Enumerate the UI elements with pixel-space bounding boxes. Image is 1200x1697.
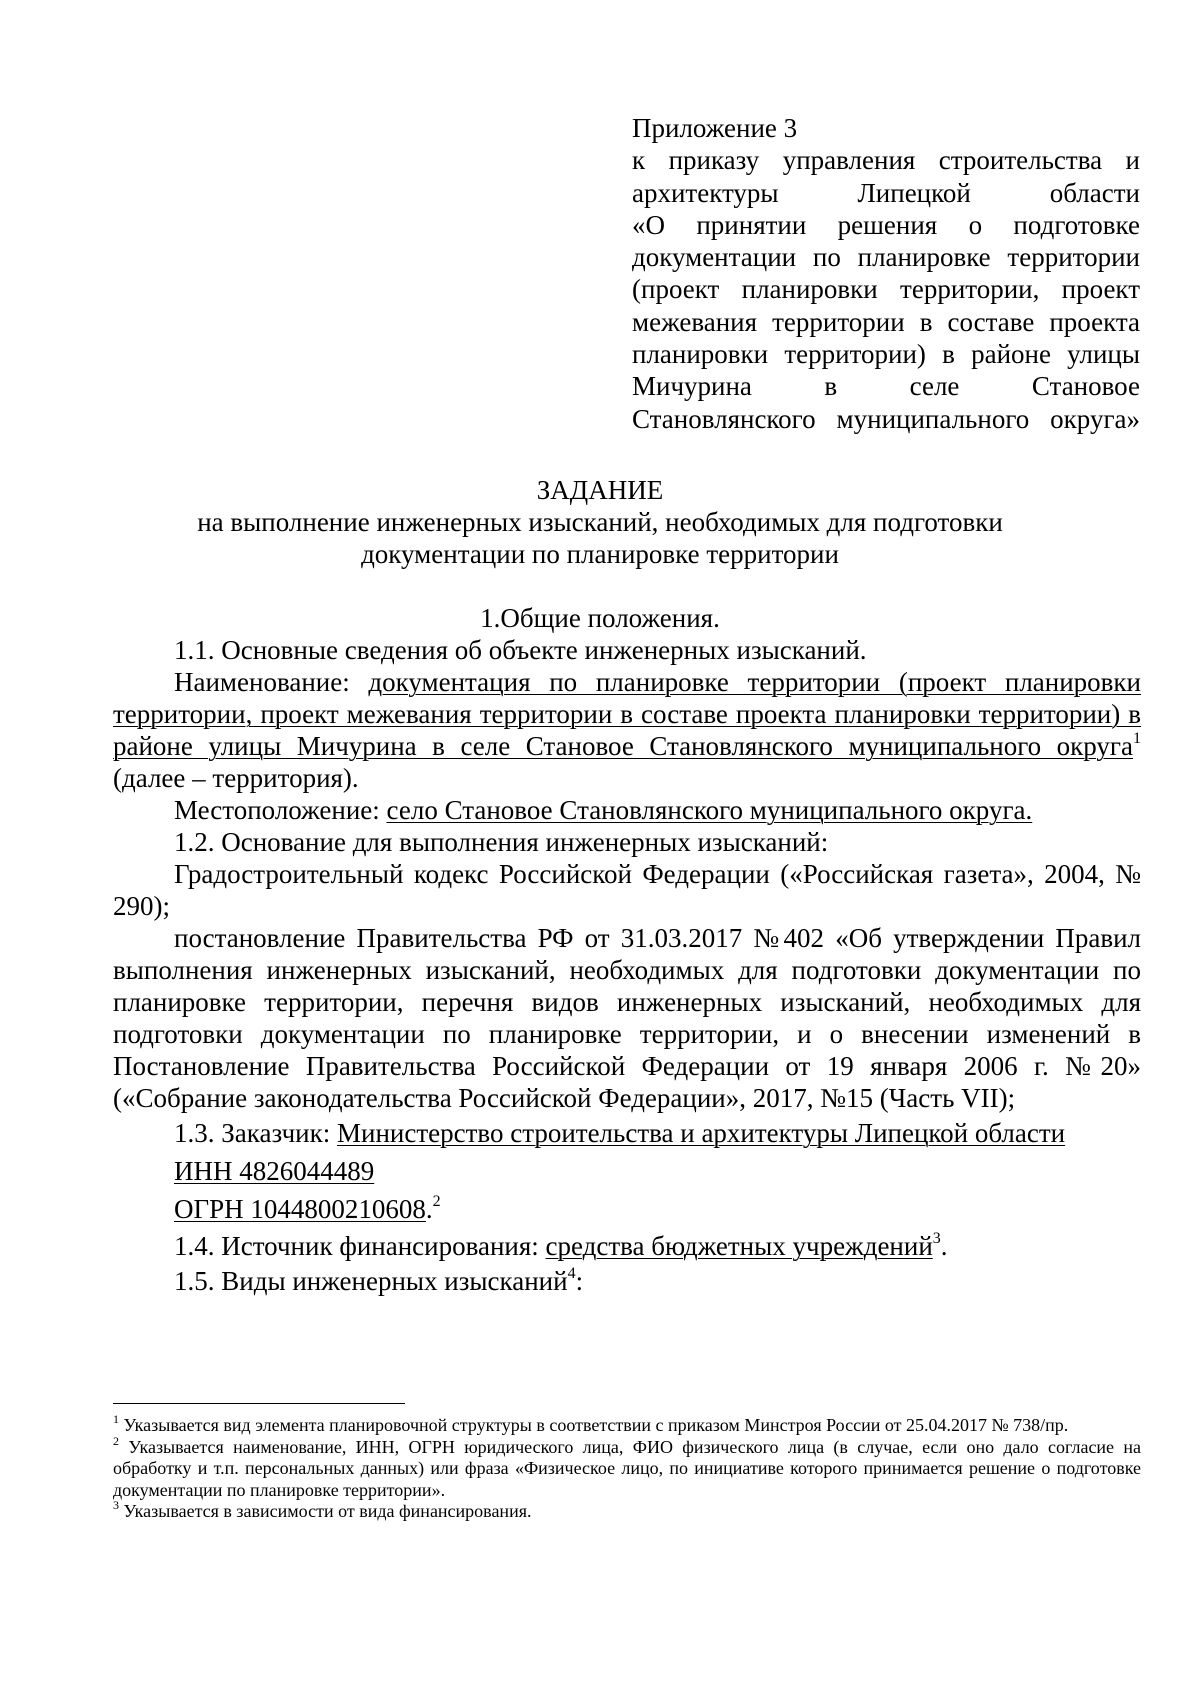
footnote-number: 3 [113, 1498, 119, 1512]
paragraph-name [113, 666, 1141, 794]
inn-value: ИНН 4826044489 [174, 1156, 375, 1186]
footnote-text: Указывается вид элемента планировочной структуры в соответствии с приказом Минстроя России от 25.04.2017 № 738/пр. [119, 1415, 1069, 1435]
annex-line: к приказу управления строительства и [632, 145, 1140, 176]
location-value: село Становое Становлянского муниципального округа. [386, 795, 1033, 825]
document-subtitle: на выполнение инженерных изысканий, необходимых для подготовки [197, 507, 1003, 537]
label: Местоположение: [174, 795, 387, 825]
footnote-number: 1 [113, 1412, 119, 1426]
footnote [113, 1412, 1141, 1437]
paragraph-ogrn [113, 1190, 1141, 1228]
section-heading: 1.Общие положения. [480, 603, 720, 633]
paragraph: Градостроительный кодекс Российской Федерации («Российская газета», 2004, № 290); [113, 859, 1141, 921]
paragraph: 1.1. Основные сведения об объекте инженерных изысканий. [174, 635, 867, 665]
annex-line: межевания территории в составе проекта [632, 306, 1140, 337]
footnote-separator [113, 1403, 405, 1404]
text: (далее – территория). [113, 763, 359, 793]
paragraph-customer [113, 1114, 1141, 1152]
annex-line: архитектуры Липецкой области [632, 177, 1140, 208]
label: Наименование: [174, 667, 369, 697]
footnote-text: Указывается наименование, ИНН, ОГРН юридического лица, ФИО физического лица (в случае, если оно дало согласие на обработку и т.п. персональных данных) или фраза «Физическое лицо, по инициативе которого принимается решение о подготовке документации по планировке территории». [113, 1436, 1141, 1500]
footnotes [113, 1412, 1141, 1523]
annex-line: «О принятии решения о подготовке [632, 209, 1140, 240]
paragraph-funding [113, 1228, 1141, 1264]
ogrn-value: ОГРН 1044800210608 [174, 1194, 426, 1224]
annex-line: документации по планировке территории [632, 242, 1140, 273]
paragraph-location [113, 794, 1141, 826]
funding-value: средства бюджетных учреждений [545, 1231, 933, 1261]
text: . [425, 1194, 433, 1224]
annex-line: Становлянского муниципального округа» [632, 403, 1140, 434]
annex-line: планировки территории) в районе улицы [632, 339, 1140, 370]
paragraph: постановление Правительства РФ от 31.03.2017 №402 «Об утверждении Правил выполнения инженерных изысканий, необходимых для подготовки документации по планировке территории, перечня видов инженерных изысканий, необходимых для подготовки документации по планировке территории, и о внесении изменений в Постановление Правительства Российской Федерации от 19 января 2006 г. №20» («Собрание законодательства Российской Федерации», 2017, №15 (Часть VII); [113, 923, 1141, 1113]
text: 1.5. Виды инженерных изысканий [174, 1266, 568, 1296]
text: . [940, 1231, 948, 1261]
annex-line: (проект планировки территории, проект [632, 274, 1140, 305]
footnote-ref: 3 [932, 1230, 941, 1247]
footnote-ref: 2 [432, 1193, 441, 1210]
paragraph [113, 1264, 1141, 1298]
footnote-number: 2 [113, 1433, 119, 1448]
label: 1.3. Заказчик: [174, 1118, 337, 1148]
document-subtitle: документации по планировке территории [361, 539, 839, 569]
annex-header [632, 112, 1140, 435]
object-name: документация по планировке территории (проект планировки территории, проект межевания территории в составе проекта планировки территории) в районе улицы Мичурина в селе Становое Становлянского муниципального округа [113, 667, 1141, 761]
footnote-text: Указывается в зависимости от вида финансирования. [119, 1501, 532, 1521]
document-body [113, 634, 1141, 1298]
annex-line: Приложение 3 [632, 113, 798, 143]
footnote [113, 1433, 1141, 1502]
footnote-ref: 4 [567, 1265, 576, 1282]
text: : [575, 1266, 584, 1296]
footnote-ref: 1 [1133, 730, 1141, 747]
paragraph-inn [113, 1152, 1141, 1190]
annex-line: Мичурина в селе Становое [632, 371, 1140, 402]
document-title: ЗАДАНИЕ [536, 475, 664, 505]
footnote [113, 1498, 1141, 1523]
customer-name: Министерство строительства и архитектуры Липецкой области [336, 1118, 1066, 1148]
label: 1.4. Источник финансирования: [174, 1231, 546, 1261]
paragraph: 1.2. Основание для выполнения инженерных изысканий: [174, 827, 829, 857]
